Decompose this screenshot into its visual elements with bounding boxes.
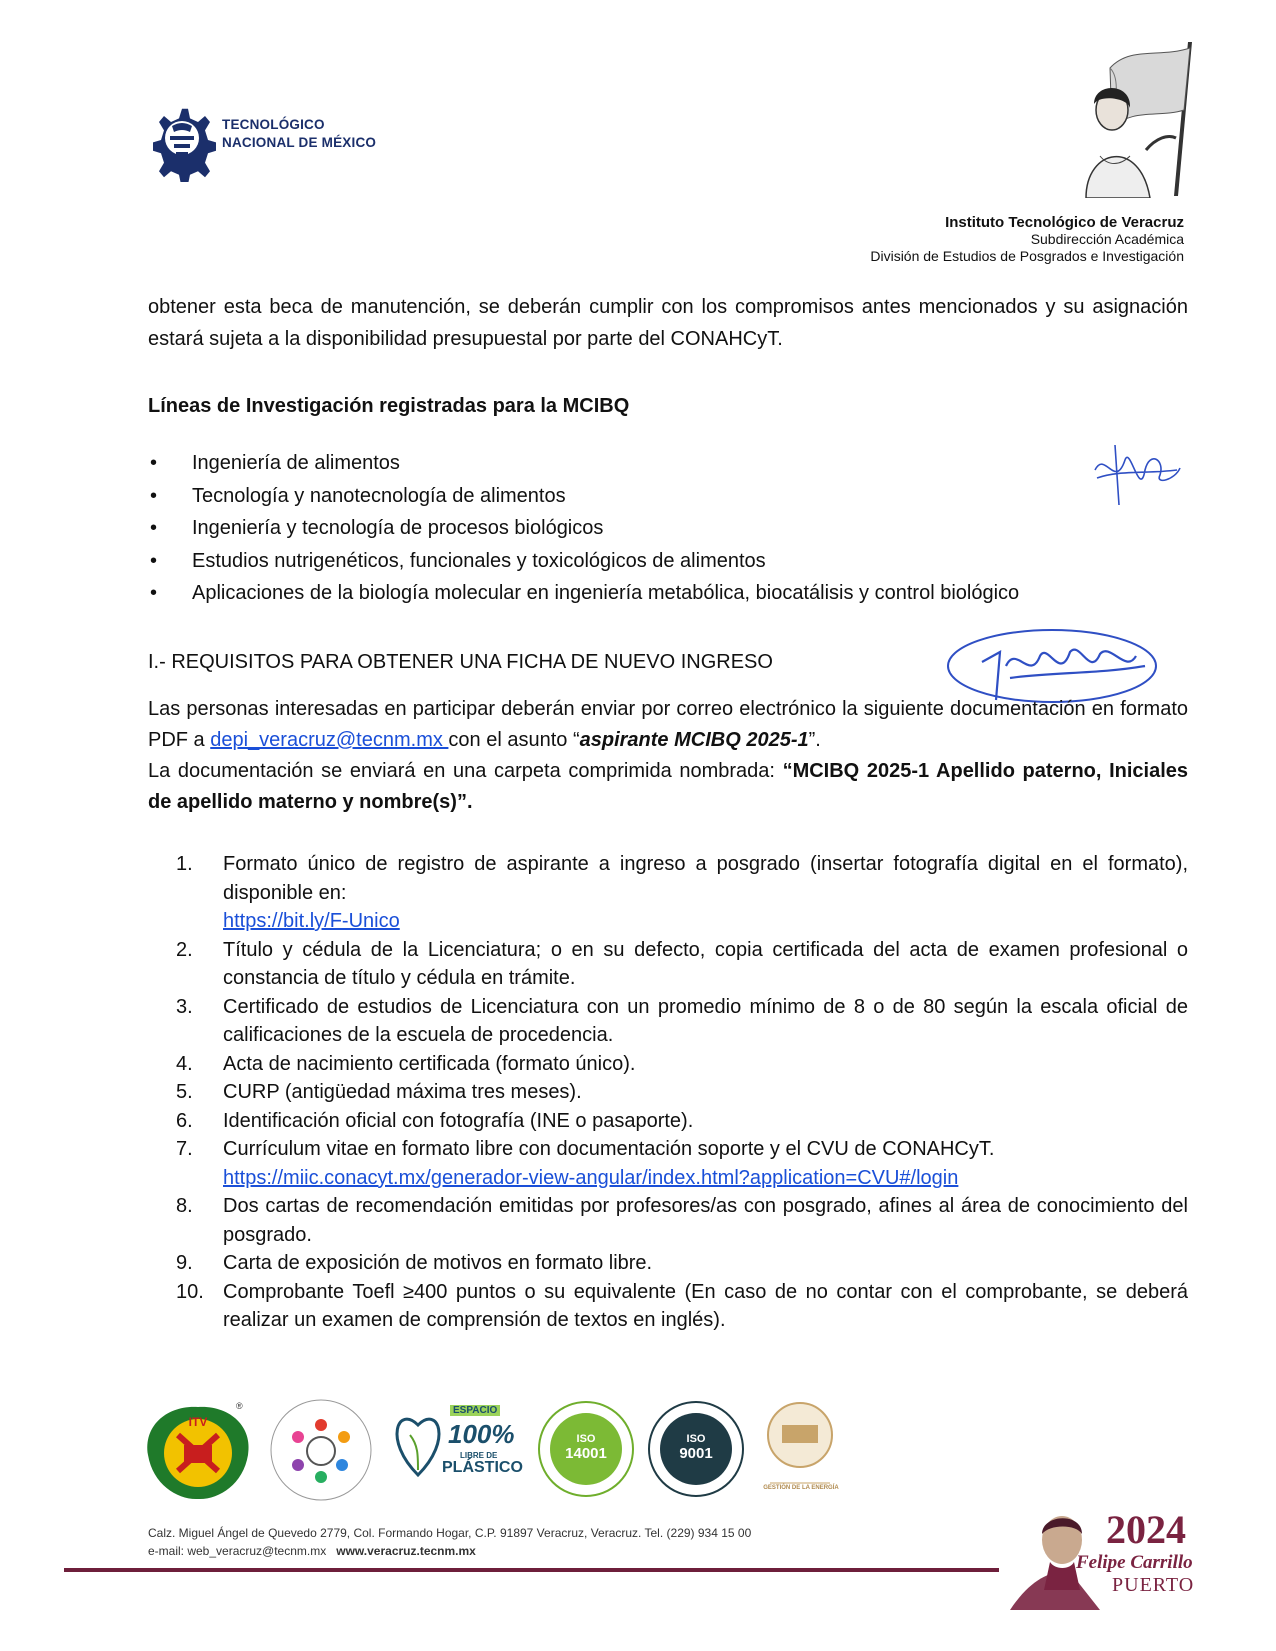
list-item: • Ingeniería y tecnología de procesos biológicos: [148, 512, 1188, 545]
research-heading: Líneas de Investigación registradas para la MCIBQ: [148, 395, 630, 417]
item-number: 5.: [176, 1081, 193, 1103]
footer-email[interactable]: e-mail: web_veracruz@tecnm.mx: [148, 1544, 327, 1558]
list-item: • Aplicaciones de la biología molecular en ingeniería metabólica, biocatálisis y control biológico: [148, 577, 1188, 610]
norma-igualdad-logo: [266, 1395, 376, 1505]
item-number: 2.: [176, 938, 193, 961]
list-item: [148, 1107, 1188, 1136]
item-text: Título y cédula de la Licenciatura; o en su defecto, copia certificada del acta de examen profesional o constancia de título y cédula en trámite.: [223, 938, 1188, 989]
item-text: CURP (antigüedad máxima tres meses).: [223, 1081, 582, 1103]
item-number: 1.: [176, 853, 193, 875]
footer-address-block: [148, 1524, 751, 1560]
certification-logos: [138, 1395, 898, 1515]
plastico-label: PLÁSTICO: [442, 1459, 523, 1476]
tecnm-logo-text: [222, 116, 376, 152]
requirements-paragraph-1: [148, 694, 1188, 756]
iso-14001-logo: [536, 1399, 636, 1499]
logo-text-line-1: TECNOLÓGICO: [222, 117, 325, 132]
item-text: Currículum vitae en formato libre con documentación soporte y el CVU de CONAHCyT.: [223, 1138, 995, 1160]
intro-section: [148, 291, 1188, 355]
research-section: [148, 390, 1188, 422]
folder-name: “MCIBQ 2025-1 Apellido paterno, Iniciales de apellido materno y nombre(s)”.: [148, 760, 1189, 813]
list-item: [148, 1078, 1188, 1107]
list-item: [148, 1192, 1188, 1249]
list-item: [148, 1249, 1188, 1278]
req-p2-a: La documentación se enviará en una carpeta comprimida nombrada:: [148, 760, 783, 782]
energy-label: GESTIÓN DE LA ENERGÍA: [763, 1485, 839, 1491]
list-item: • Estudios nutrigenéticos, funcionales y toxicológicos de alimentos: [148, 545, 1188, 578]
list-item: [148, 850, 1188, 936]
requirements-intro: [148, 694, 1188, 818]
item-text: Identificación oficial con fotografía (INE o pasaporte).: [223, 1109, 694, 1132]
item-text: Acta de nacimiento certificada (formato único).: [223, 1052, 636, 1075]
iso-label-2: ISO: [686, 1433, 706, 1445]
puerto-name: PUERTO: [1112, 1574, 1195, 1596]
research-list: [148, 447, 1188, 610]
req-p1-c: ”.: [808, 729, 821, 751]
list-item: [148, 1050, 1188, 1079]
requirements-heading: I.- REQUISITOS PARA OBTENER UNA FICHA DE NUEVO INGRESO: [148, 651, 773, 673]
iso-label: ISO: [576, 1433, 596, 1445]
research-list-wrapper: [148, 447, 1188, 610]
item-number: 6.: [176, 1109, 193, 1132]
requirements-list-wrapper: [148, 850, 1188, 1335]
signature-small: [1085, 440, 1185, 515]
item-text: Comprobante Toefl ≥400 puntos o su equivalente (En caso de no contar con el comprobante, se deberá realizar un examen de comprensión de textos en inglés).: [223, 1280, 1188, 1331]
list-item: [148, 1135, 1188, 1192]
item-number: 10.: [176, 1280, 204, 1303]
heroine-flag-illustration: [1050, 38, 1200, 198]
item-number: 4.: [176, 1052, 193, 1075]
list-item: [148, 936, 1188, 993]
email-subject: aspirante MCIBQ 2025-1: [579, 729, 809, 751]
iso-9001-label: 9001: [679, 1445, 713, 1462]
requirements-heading-wrapper: [148, 646, 1188, 678]
item-number: 8.: [176, 1195, 193, 1217]
tecnm-logo: [146, 86, 386, 186]
gear-icon: [146, 86, 218, 182]
item-text: Certificado de estudios de Licenciatura con un promedio mínimo de 8 o de 80 según la escala oficial de calificaciones de la escuela de procedencia.: [223, 995, 1188, 1046]
footer-contact: [148, 1542, 751, 1560]
list-item: • Tecnología y nanotecnología de alimentos: [148, 480, 1188, 513]
plastic-free-logo: [388, 1395, 523, 1505]
footer-rule: [64, 1568, 999, 1572]
energy-management-logo: [760, 1395, 850, 1505]
requirements-list: [148, 850, 1188, 1335]
espacio-label: ESPACIO: [450, 1405, 500, 1416]
institution-name: Instituto Tecnológico de Veracruz: [945, 214, 1184, 231]
percent-label: 100%: [448, 1419, 515, 1449]
iso-9001-logo: [646, 1399, 746, 1499]
list-item: [148, 1278, 1188, 1335]
intro-paragraph: obtener esta beca de manutención, se deberán cumplir con los compromisos antes mencionados y su asignación estará sujeta a la disponibilidad presupuestal por parte del CONAHCyT.: [148, 296, 1188, 350]
footer-website[interactable]: www.veracruz.tecnm.mx: [336, 1544, 476, 1558]
year-label: 2024: [1106, 1507, 1186, 1552]
req-p1-b: con el asunto “: [448, 729, 580, 751]
list-item: • Ingeniería de alimentos: [148, 447, 1188, 480]
list-item: [148, 993, 1188, 1050]
formato-unico-link[interactable]: https://bit.ly/F-Unico: [223, 910, 400, 932]
item-text: Dos cartas de recomendación emitidas por profesores/as con posgrado, afines al área de conocimiento del posgrado.: [223, 1195, 1188, 1246]
itv-logo: [138, 1395, 258, 1505]
svg-text:®: ®: [236, 1401, 243, 1411]
itv-label: ITV: [188, 1415, 208, 1429]
req-p1-a: Las personas interesadas en participar deberán enviar por correo electrónico la siguiente documentación en formato PDF a: [148, 698, 1188, 751]
logo-text-line-2: NACIONAL DE MÉXICO: [222, 135, 377, 150]
item-number: 7.: [176, 1138, 193, 1160]
institution-block: [870, 214, 1184, 265]
item-text: Carta de exposición de motivos en formato libre.: [223, 1252, 653, 1274]
felipe-carrillo-puerto-badge: [1010, 1500, 1210, 1620]
libre-label: LIBRE DE: [460, 1451, 498, 1460]
iso-14001-label: 14001: [565, 1445, 607, 1462]
footer-address: Calz. Miguel Ángel de Quevedo 2779, Col. Formando Hogar, C.P. 91897 Veracruz, Veracruz. Tel. (229) 934 15 00: [148, 1526, 752, 1540]
felipe-name: Felipe Carrillo: [1076, 1552, 1193, 1573]
requirements-paragraph-2: [148, 756, 1188, 818]
item-text: Formato único de registro de aspirante a ingreso a posgrado (insertar fotografía digital en el formato), disponible en:: [223, 853, 1188, 904]
subdirection-name: Subdirección Académica: [1030, 231, 1184, 247]
item-number: 9.: [176, 1252, 193, 1274]
division-name: División de Estudios de Posgrados e Investigación: [870, 248, 1184, 264]
item-number: 3.: [176, 995, 193, 1018]
email-link[interactable]: depi_veracruz@tecnm.mx: [210, 729, 449, 751]
cvu-link[interactable]: https://miic.conacyt.mx/generador-view-angular/index.html?application=CVU#/login: [223, 1166, 959, 1189]
